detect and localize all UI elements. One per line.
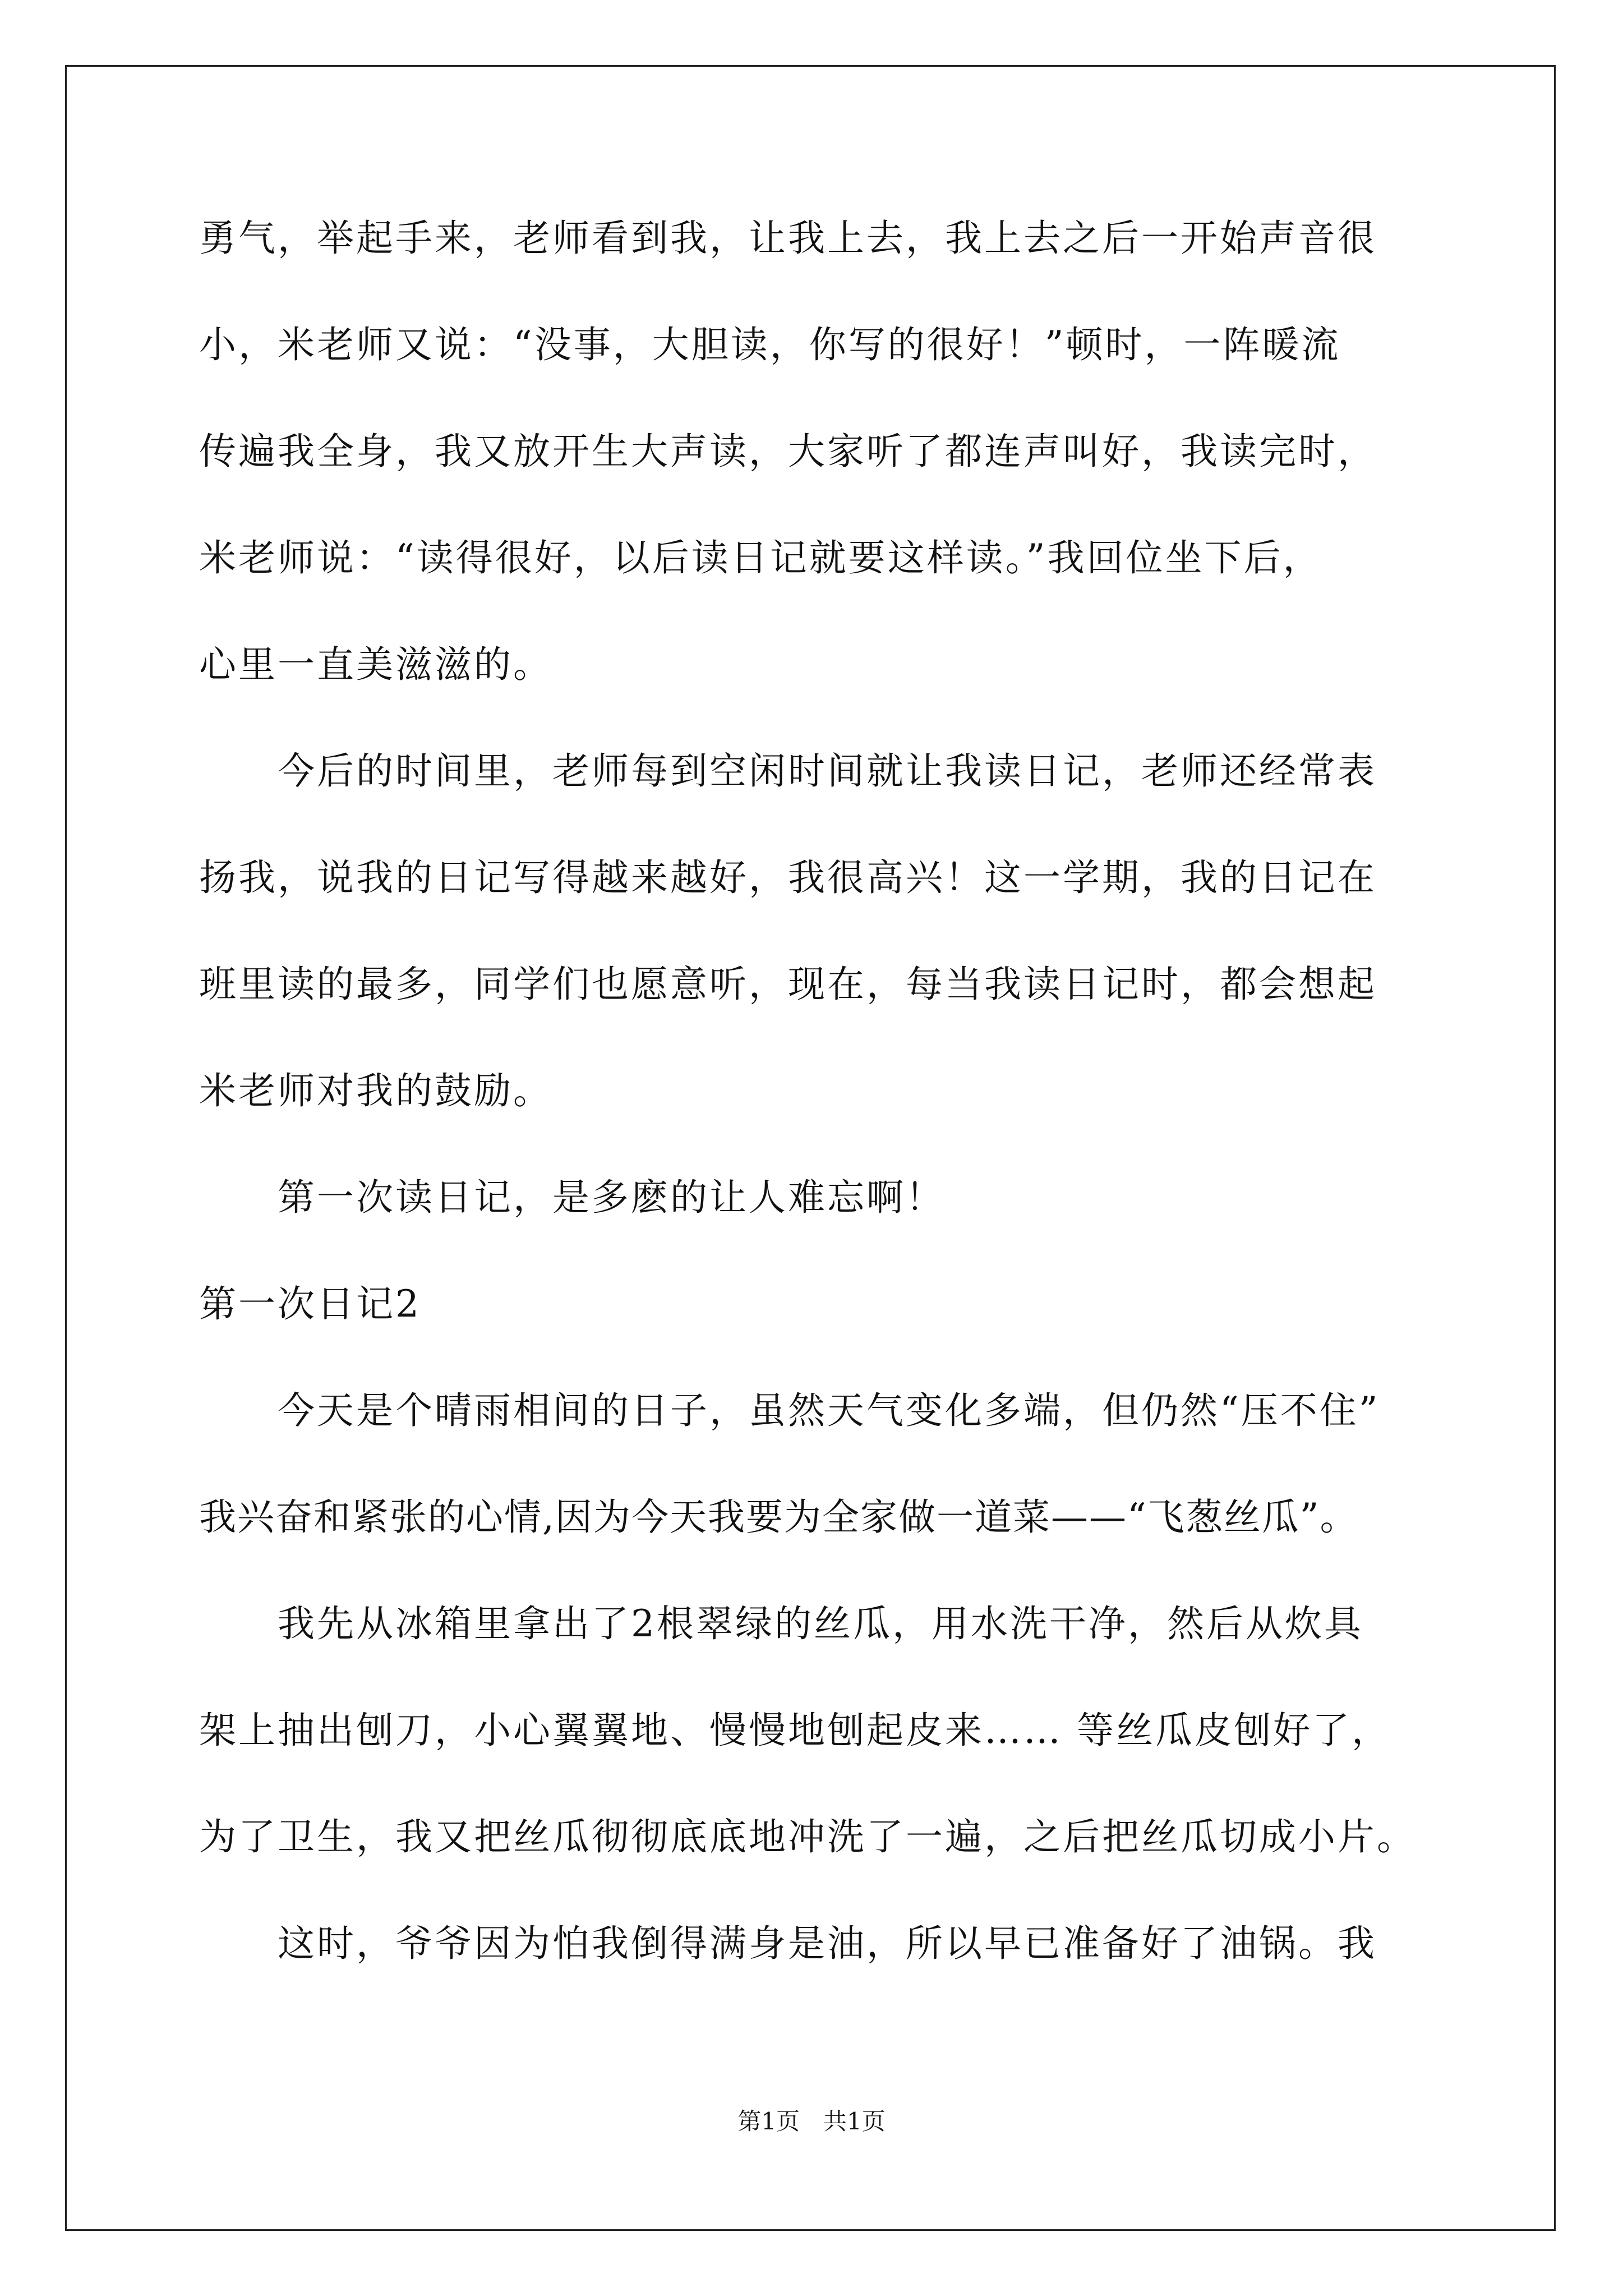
paragraph-first-line: 第一次读日记，是多麽的让人难忘啊！ [278, 1176, 945, 1219]
text-line: 小，米老师又说：“没事，大胆读，你写的很好！”顿时，一阵暖流 [199, 323, 1341, 366]
page-footer: 第1页 共1页 [737, 2108, 886, 2135]
text-line: 心里一直美滋滋的。 [199, 643, 552, 686]
text-line: 班里读的最多，同学们也愿意听，现在，每当我读日记时，都会想起 [199, 963, 1377, 1006]
text-line: 勇气，举起手来，老师看到我，让我上去，我上去之后一开始声音很 [199, 217, 1377, 260]
text-line: 为了卫生，我又把丝瓜彻彻底底地冲洗了一遍，之后把丝瓜切成小片。 [199, 1815, 1416, 1858]
paragraph-first-line: 今后的时间里，老师每到空闲时间就让我读日记，老师还经常表 [278, 749, 1377, 793]
paragraph-first-line: 今天是个晴雨相间的日子，虽然天气变化多端，但仍然“压不住” [278, 1389, 1380, 1432]
section-heading: 第一次日记2 [199, 1282, 421, 1326]
paragraph-first-line: 我先从冰箱里拿出了2根翠绿的丝瓜，用水洗干净，然后从炊具 [278, 1602, 1363, 1645]
text-line: 米老师说：“读得很好，以后读日记就要这样读。”我回位坐下后， [199, 536, 1322, 579]
text-line: 扬我，说我的日记写得越来越好，我很高兴！这一学期，我的日记在 [199, 856, 1377, 899]
paragraph-first-line: 这时，爷爷因为怕我倒得满身是油，所以早已准备好了油锅。我 [278, 1922, 1377, 1965]
text-line: 米老师对我的鼓励。 [199, 1069, 552, 1112]
text-line: 传遍我全身，我又放开生大声读，大家听了都连声叫好，我读完时， [199, 430, 1377, 473]
page-border [65, 65, 1556, 2231]
text-line: 架上抽出刨刀，小心翼翼地、慢慢地刨起皮来…… 等丝瓜皮刨好了， [199, 1709, 1391, 1752]
text-line: 我兴奋和紧张的心情,因为今天我要为全家做一道菜——“飞葱丝瓜”。 [199, 1496, 1358, 1539]
